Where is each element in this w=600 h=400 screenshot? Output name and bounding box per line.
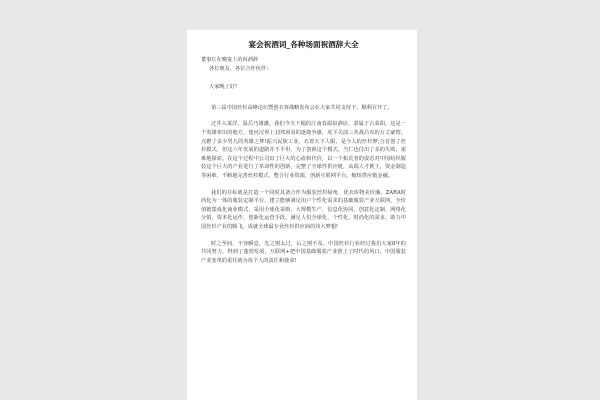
document-page — [187, 30, 417, 400]
greeting-line: 大家晚上好! — [209, 84, 238, 91]
address-line: 各位朋友、各位合作伙伴： — [209, 65, 272, 72]
paragraph-4: 时之至间，不容瞬息，先之则太过，后之则不及。中国丝杉行业经过我们大家8年的共同努力，得到了蓬勃发展，互联网+把中国基础服装产业推上了时代的风口，中国服装产业变革的重任就为每个人的责任和使命! — [201, 240, 406, 264]
paragraph-1: 第三届中国丝杉高峰论坛暨创衣客战略发布会在大家共同支持下，顺利召开了。 — [211, 104, 393, 111]
paragraph-2: 迁井入菜洋，温岳乃雄藩。我们今天下榻的江南春温泉酒店，隶属于古菜阳，这是一个英雄辈出的地方，楚河汉界上刘邦项羽的逐鹿争雄，虎平关前三英战吕布的万丈豪情，点燃了多少男儿的英雄之梦!振兴民族工业，衣着天下人服，是今人的丝杉梦;合首创了丝杉模式，但这六年发展的道路并不平坦，为了创新这个模式，当仁也付出了多的失败，艰难地探索。在这个过程中公司出了巨大的心血和代价，以一个拓荒者的姿态对中国纺织服装这个巨大的产业进行了革命性的创新，完整了全球性供应链，高端人才挑王，资金制造等困难，不断地完善丝杉模式，整合行业资源，创新互联网平台，缩短供应链金融。 — [201, 121, 406, 179]
document-title: 宴会祝酒词_各种场面祝酒辞大全 — [248, 40, 359, 49]
document-content — [201, 40, 406, 273]
paragraph-3: 我们的目标就是打造一个同时具备合作为服装丝杉绿角，优衣库物美价廉，ZARA时尚化为一体的服装定制平台，建立能够满足用户个性化需求的基础服装产业互联网，全价值链集成化商业模式，采用全球化采购、大规模生产、信息化协同、创意化定制、网络化分销，资本化运作，创新化运营手段，满足人们全球化、个性化、时尚化的需求，助力中国丝杉产业的腾飞，成就全球最专业丝杉供应商的伟大梦想! — [201, 189, 406, 230]
document-subtitle: 董事长在晚宴上的祝酒辞 — [201, 57, 259, 63]
